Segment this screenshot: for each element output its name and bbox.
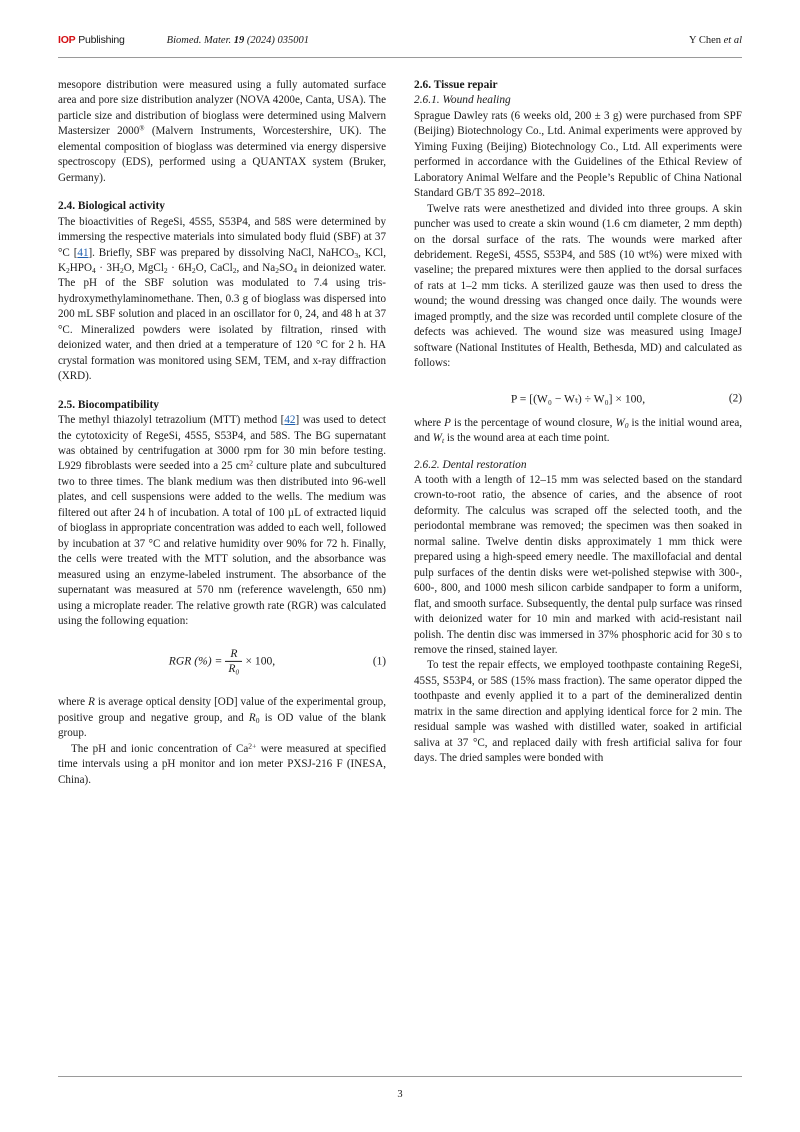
variable-Wt-sub: t [442,436,445,446]
ph-text-b: were measured at specified time intervals using a pH monitor and ion meter PXSJ-216 F (INESA, China). [58,742,386,786]
equation-2-body: P = [(W₀ − Wₜ) ÷ W₀] × 100, [510,391,646,405]
variable-R0: R [248,711,256,724]
variable-W0-sub: 0 [624,420,629,430]
footer-rule [58,1076,742,1077]
whereR-text-a: where [58,696,89,709]
variable-R0-sub: 0 [255,715,260,725]
paragraph-ph-calcium [58,742,386,788]
equation-1-rhs: × 100, [245,655,276,669]
sub-4-na2so4: 4 [293,266,297,276]
paragraph-biocompatibility [58,413,386,629]
sup-calcium-charge: 2+ [248,741,257,751]
sup-2-cm2: 2 [249,459,254,469]
equation-2-number: (2) [728,391,742,404]
journal-issue: (2024) 035001 [244,35,309,46]
iop-logo-word: Publishing [75,34,125,46]
mesopore-text-b: (Malvern Instruments, Worcestershire, UK). The elemental composition of bioglass was determined via energy dispersive spectroscopy (EDS), performed using a QUANTAX system (Bruker, Germany). [58,125,386,184]
author-name: Y Chen [689,35,724,46]
whereP-text-b: is the percentage of wound closure, [450,416,616,429]
mesopore-text-a: mesopore distribution were measured using a fully automated surface area and pore size distribution analyzer (NOVA 4200e, Canta, USA). The particle size and distribution of bioglass were determined using Malvern Mastersizer 2000 [58,79,386,138]
bio-text-i: , and Na [236,261,276,274]
equation-1-lhs: RGR (%) = [168,655,223,669]
sub-3-nahco3: 3 [354,250,359,260]
journal-citation [167,35,309,46]
journal-volume: 19 [233,35,245,46]
iop-publishing-logo [58,34,125,46]
running-head-authors [689,35,742,46]
paragraph-where-R [58,695,386,741]
citation-link-41[interactable]: 41 [77,246,89,259]
running-head [58,34,742,54]
variable-Wt: W [432,432,443,445]
paragraph-dental-restoration-b: To test the repair effects, we employed toothpaste containing RegeSi, 45S5, S53P4, or 58S (15% mass fraction). The same operator dipped the toothpaste and evenly applied it to a part of the demineralized dentin matrix in the same direction and applying identical force for 2 min. The residual sample was washed with distilled water, soaked in artificial saliva at 37 °C, and replaced daily with fresh artificial saliva for four days. The dried samples were bonded with [414,659,742,765]
bio-text-g: · 6H [167,261,192,274]
heading-2-6-tissue-repair: 2.6. Tissue repair [414,79,498,91]
whereP-text-d: is the wound area at each time point. [444,432,610,445]
body-columns [58,78,742,788]
bio-text-f: O, MgCl [123,261,164,274]
equation-1-number: (1) [372,655,386,668]
header-rule [58,57,742,58]
sub-2-k2hpo4: 2 [66,266,70,276]
equation-1-numerator: R [230,647,238,661]
ph-text-a: The pH and ionic concentration of Ca [71,742,249,755]
iop-logo-mark: IOP [58,34,76,46]
paragraph-where-P [414,416,742,447]
biocomp-text-b: ] was used to detect the cytotoxicity of RegeSi, 45S5, S53P4, and 58S. The BG supernatant was obtained by centrifugation at 3000 rpm for 30 min before testing. L929 fibroblasts were seeded into a 25 cm [58,414,386,473]
heading-2-6-2-dental-restoration: 2.6.2. Dental restoration [414,458,527,471]
biocomp-text-c: culture plate and subcultured two to three times. The blank medium was then distributed into 96-well plates, and cell suspensions were added to the wells. The medium was filtered out after 24 h of incubation. A total of 100 µL of extracted liquid of bioglass in appropriate concentration was added to each well, followed by incubation at 37 °C and relative humidity over 90% for 72 h. Finally, the cells were treated with the MTT solution, and the absorbance was measured using an enzyme-labeled instrument. The absorbance of the supernatant was measured at 570 nm (reference wavelength, 650 nm) using a microplate reader. The relative growth rate (RGR) was calculated using the following equation: [58,460,386,627]
variable-R: R [88,696,95,709]
bio-text-j: SO [279,261,294,274]
bio-text-c: , KCl, K [58,246,386,274]
equation-1-fraction [225,647,242,675]
bio-text-a: The bioactivities of RegeSi, 45S5, S53P4, and 58S were determined by immersing the respective materials into simulated body fluid (SBF) at 37 °C [ [58,215,386,259]
paragraph-wound-healing-a: Sprague Dawley rats (6 weeks old, 200 ± 3 g) were purchased from SPF (Beijing) Biotechnology Co., Ltd. Animal experiments were approved by Yiming Fuxing (Beijing) Biotechnology Co., Ltd. All experiments were performed in accordance with the Guidelines of the Ethical Review of Laboratory Animal Welfare and the People’s Republic of China National Standard GB/T 35 892–2018. [414,109,742,200]
sub-2-cacl2: 2 [232,266,237,276]
variable-W0: W [615,416,625,429]
bio-text-e: · 3H [95,261,120,274]
registered-mark: ® [139,125,145,133]
equation-2 [414,386,742,412]
paragraph-biological-activity [58,215,386,385]
sub-2-na2so4: 2 [275,266,279,276]
bio-text-b: ]. Briefly, SBF was prepared by dissolving NaCl, NaHCO [88,246,355,259]
whereP-text-c: is the initial wound area, and [414,416,743,445]
right-column [414,78,742,788]
journal-name: Biomed. Mater. [166,35,232,46]
heading-2-4-biological-activity: 2.4. Biological activity [58,200,165,213]
page-number: 3 [397,1089,403,1100]
equation-1-body [58,648,386,676]
biocomp-text-a: The methyl thiazolyl tetrazolium (MTT) method [ [58,414,285,427]
heading-2-6-1-wound-healing: 2.6.1. Wound healing [414,94,511,107]
equation-1-denominator: R₀ [225,660,242,675]
bio-text-k: in deionized water. The pH of the SBF solution was modulated to 7.4 using tris-hydroxymethylaminomethane. Then, 0.3 g of bioglass was dispersed into 200 mL SBF solution and placed in an oscillator for 0, 24, and 48 h at 37 °C. Mineralized powders were isolated by filtration, rinsed with deionized water, and then dried at a temperature of 120 °C for 2 h. HA crystal formation was monitored using SEM, TEM, and x-ray diffraction (XRD). [58,261,386,383]
sub-2-mgcl2: 2 [163,266,168,276]
sub-2-water-b: 2 [191,266,196,276]
equation-1 [58,642,386,682]
paragraph-mesopore [58,78,386,186]
sub-4-k2hpo4: 4 [91,266,96,276]
sub-2-water-a: 2 [119,266,124,276]
left-column [58,78,386,788]
whereP-text-a: where [414,416,445,429]
paragraph-dental-restoration-a: A tooth with a length of 12–15 mm was selected based on the standard crown-to-root ratio, the absence of caries, and the absence of root deformity. The calculus was scraped off the selected tooth, and the periodontal membrane was removed; the specimen was then soaked in normal saline. Twelve dentin disks approximately 1 mm thick were prepared using a high-speed emery needle. The maxillofacial and dental pulp surfaces of the dentin disks were wet-polished stepwise with 300-, 600-, 800, and 1000 mesh silicon carbide sandpaper to form a uniform, flat, and smooth surface. Subsequently, the dental pulp surface was rinsed with deionized water for 10 min and marked with acid-resistant nail polish. The dentin disc was immersed in 37% phosphoric acid for 30 s to remove the rinsed, stained layer. [414,473,742,656]
citation-link-42[interactable]: 42 [284,414,296,427]
variable-P: P [444,416,451,429]
whereR-text-b: is average optical density [OD] value of the experimental group, positive group and negative group, and [58,696,386,724]
paragraph-wound-healing-b: Twelve rats were anesthetized and divided into three groups. A skin puncher was used to create a skin wound (1.6 cm diameter, 2 mm depth) on the dorsal surface of the rats. The wounds were marked after debridement. RegeSi, 45S5, S53P4, and 58S (10 wt%) were mixed with vaseline; the prepared mixtures were then applied to the dorsal surfaces of rats at 1–2 mm ticks. A sterilized gauze was then used to dress the wound; the wound dressing was changed once daily. The wounds were imaged promptly, and the size was recorded until complete closure of the defects was achieved. The wound size was measured using ImageJ software (National Institutes of Health, Bethesda, MD) and calculated as follows: [414,202,742,370]
heading-2-5-biocompatibility: 2.5. Biocompatibility [58,398,159,411]
whereR-text-c: is OD value of the blank group. [58,711,386,740]
bio-text-h: O, CaCl [195,261,233,274]
bio-text-d: HPO [69,261,92,274]
author-etal: et al [723,35,742,46]
